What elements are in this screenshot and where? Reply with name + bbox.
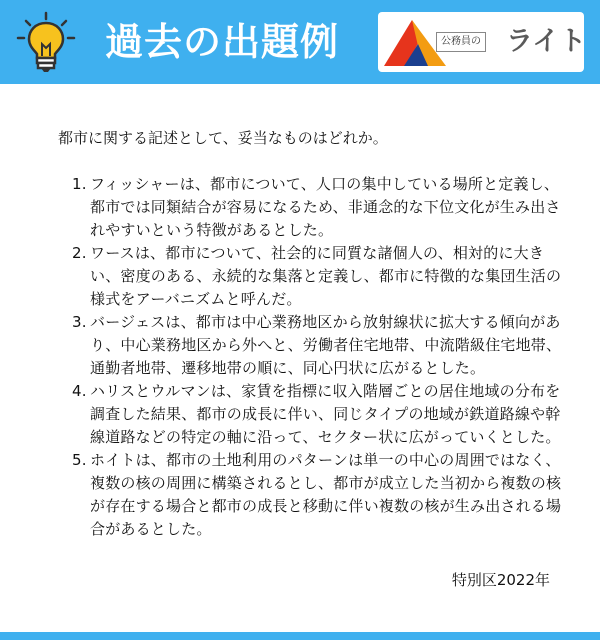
logo-brand-text: ライト xyxy=(506,26,587,57)
option-text: バージェスは、都市は中心業務地区から放射線状に拡大する傾向があり、中心業務地区から外へと、労働者住宅地帯、中流階級住宅地帯、通勤者地帯、遷移地帯の順に、同心円状に広がるとした。 xyxy=(90,313,562,377)
option-1 xyxy=(72,173,562,242)
option-text: ホイトは、都市の土地利用のパターンは単一の中心の周囲ではなく、複数の核の周囲に構築されるとし、都市が成立した当初から複数の核が存在する場合と都市の成長と移動に伴い複数の核が生み出される場合があるとした。 xyxy=(90,451,562,538)
answer-options xyxy=(72,173,562,541)
option-text: フィッシャーは、都市について、人口の集中している場所と定義し、都市では同類結合が容易になるため、非通念的な下位文化が生み出されやすいという特徴があるとした。 xyxy=(90,175,561,239)
option-number: 4. xyxy=(72,382,87,400)
option-number: 5. xyxy=(72,451,87,469)
option-text: ワースは、都市について、社会的に同質な諸個人の、相対的に大きい、密度のある、永続的な集落と定義し、都市に特徴的な集団生活の様式をアーバニズムと呼んだ。 xyxy=(90,244,562,308)
question-stem: 都市に関する記述として、妥当なものはどれか。 xyxy=(58,129,388,147)
option-text: ハリスとウルマンは、家賃を指標に収入階層ごとの居住地域の分布を調査した結果、都市の成長に伴い、同じタイプの地域が鉄道路線や幹線道路などの特定の軸に沿って、セクター状に広がっていくとした。 xyxy=(90,382,561,446)
option-5 xyxy=(72,449,562,541)
option-4 xyxy=(72,380,562,449)
logo-small-text: 公務員の xyxy=(436,32,486,52)
option-3 xyxy=(72,311,562,380)
header-bar xyxy=(0,0,600,84)
option-number: 3. xyxy=(72,313,87,331)
page-title: 過去の出題例 xyxy=(105,20,340,64)
lightbulb-icon xyxy=(14,10,78,74)
option-number: 1. xyxy=(72,175,87,193)
brand-logo xyxy=(378,12,587,72)
option-number: 2. xyxy=(72,244,87,262)
bottom-divider xyxy=(0,632,600,640)
option-2 xyxy=(72,242,562,311)
exam-source: 特別区2022年 xyxy=(451,571,550,589)
